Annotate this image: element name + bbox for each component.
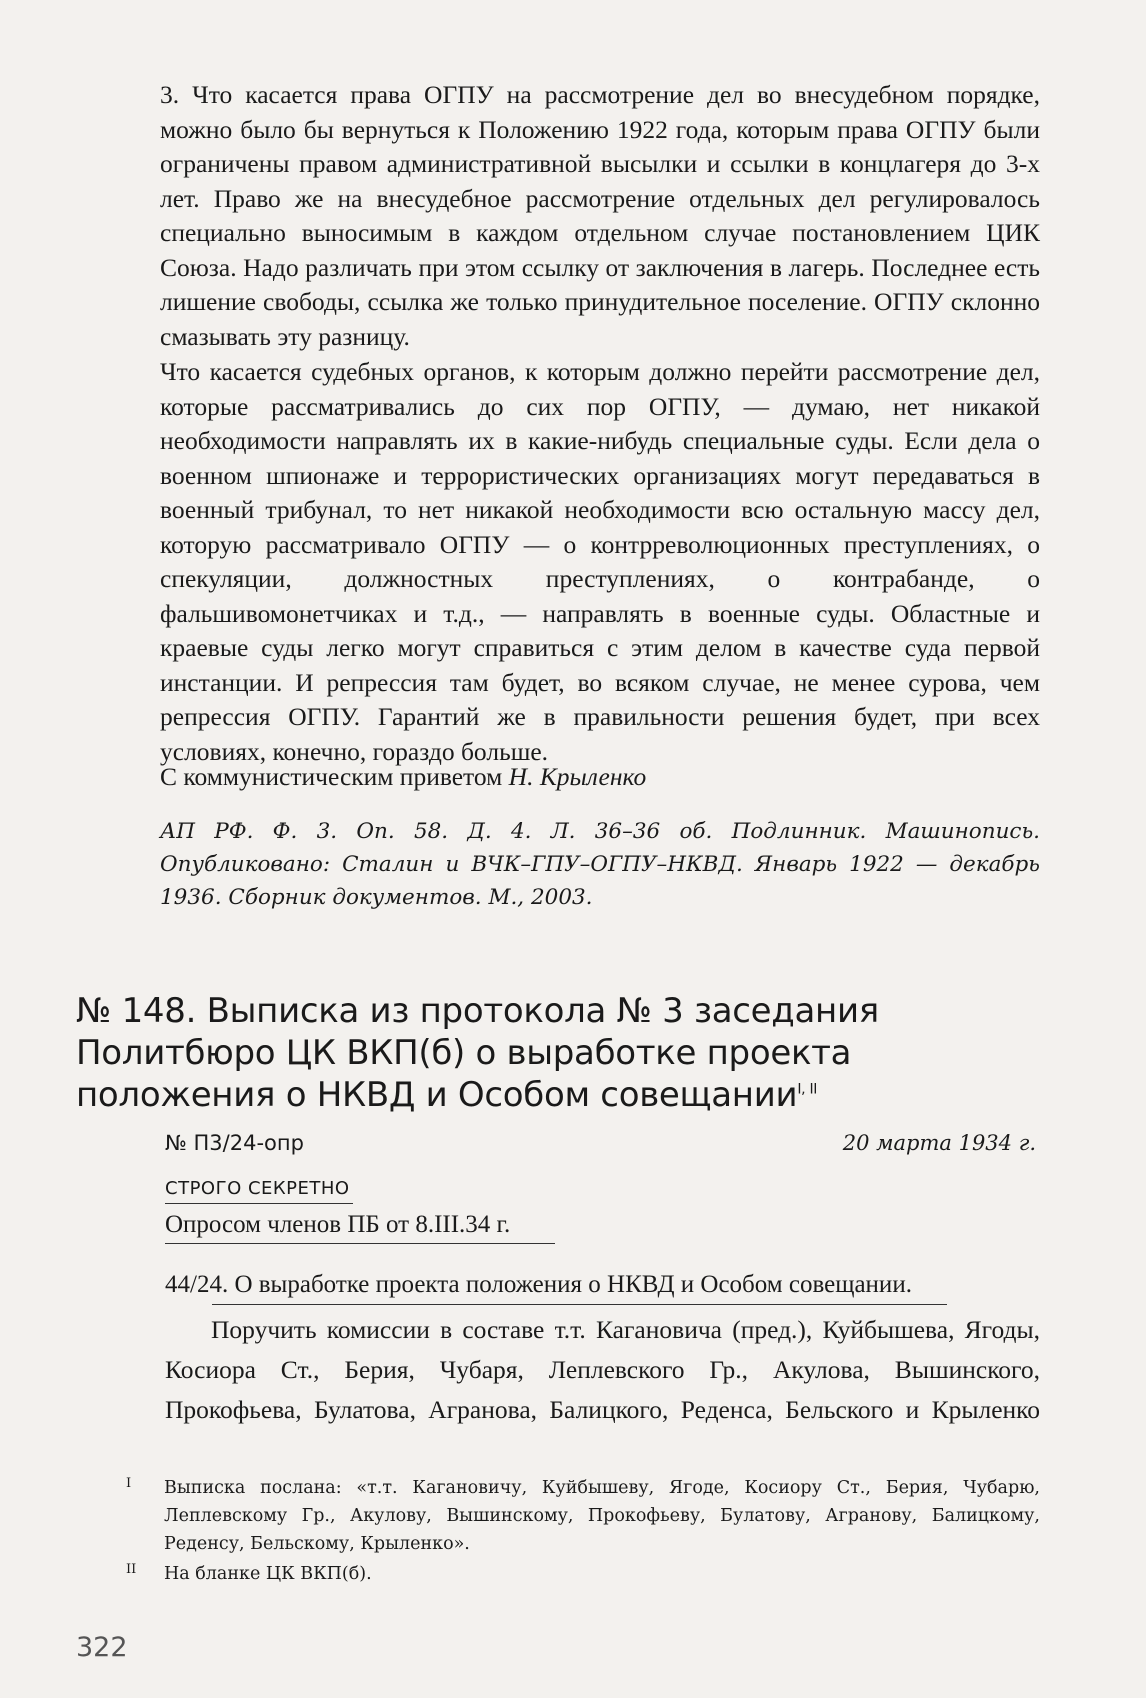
signoff <box>160 760 646 794</box>
archival-source-note: АП РФ. Ф. 3. Оп. 58. Д. 4. Л. 36–36 об. Подлинник. Машинопись. Опубликовано: Сталин и ВЧК–ГПУ–ОГПУ–НКВД. Январь 1922 — декабрь 1936. Сборник документов. М., 2003. <box>160 819 1040 910</box>
signoff-text: С коммунистическим приветом <box>160 762 503 791</box>
footnote-text: На бланке ЦК ВКП(б). <box>164 1564 372 1584</box>
agenda-item-underline <box>212 1304 947 1305</box>
document-title <box>76 990 1036 1116</box>
agenda-item-text <box>165 1310 1040 1430</box>
agenda-item-number: 44/24. <box>165 1271 229 1298</box>
agenda-item-heading <box>165 1268 912 1302</box>
footnote-mark: II <box>126 1562 137 1577</box>
agenda-item-body: Поручить комиссии в составе т.т. Кагановича (пред.), Куйбышева, Ягоды, Косиора Ст., Берия, Чубаря, Леплевского Гр., Акулова, Вышинского, Прокофьева, Булатова, Агранова, Балицкого, Реденса, Бельского и Крыленко <box>165 1315 1040 1424</box>
body-paragraph-1 <box>160 78 1040 354</box>
agenda-item-title: О выработке проекта положения о НКВД и Особом совещании. <box>234 1271 912 1298</box>
signoff-name: Н. Крыленко <box>508 762 647 791</box>
paragraph-text: Что касается судебных органов, к которым должно перейти рассмотрение дел, которые рассматривались до сих пор ОГПУ, — думаю, нет никакой необходимости направлять их в какие-нибудь специальные суды. Если дела о военном шпионаже и террористических организациях могут передаваться в военный трибунал, то нет никакой необходимости всю остальную массу дел, которую рассматривало ОГПУ — о контрреволюционных преступлениях, о спекуляции, должностных преступлениях, о контрабанде, о фальшивомонетчиках и т.д., — направлять в военные суды. Областные и краевые суды легко могут справиться с этим делом в качестве суда первой инстанции. И репрессия там будет, во всяком случае, не менее сурова, чем репрессия ОГПУ. Гарантий же в правильности решения будет, при всех условиях, конечно, гораздо больше. <box>160 357 1040 766</box>
paragraph-text: 3. Что касается права ОГПУ на рассмотрение дел во внесудебном порядке, можно было бы вернуться к Положению 1922 года, которым права ОГПУ были ограничены правом административной высылки и ссылки в концлагеря до 3-х лет. Право же на внесудебное рассмотрение отдельных дел регулировалось специально выносимым в каждом отдельном случае постановлением ЦИК Союза. Надо различать при этом ссылку от заключения в лагерь. Последнее есть лишение свободы, ссылка же только принудительное поселение. ОГПУ склонно смазывать эту разницу. <box>160 80 1040 351</box>
protocol-date: 20 марта 1934 г. <box>842 1131 1036 1155</box>
footnote-mark: I <box>126 1476 132 1491</box>
title-footnote-marks: I, II <box>797 1081 818 1098</box>
page-number: 322 <box>76 1632 128 1663</box>
body-paragraph-2 <box>160 355 1040 769</box>
footnote-2 <box>120 1560 1040 1588</box>
protocol-number: № П3/24-опр <box>165 1131 304 1155</box>
poll-note: Опросом членов ПБ от 8.III.34 г. <box>165 1211 511 1238</box>
classification-underline <box>165 1203 353 1204</box>
document-title-text: № 148. Выписка из протокола № 3 заседания Политбюро ЦК ВКП(б) о выработке проекта положения о НКВД и Особом совещании <box>76 991 879 1115</box>
poll-note-underline <box>165 1243 555 1244</box>
footnote-1 <box>120 1474 1040 1558</box>
classification-stamp: СТРОГО СЕКРЕТНО <box>165 1178 350 1199</box>
footnote-text: Выписка послана: «т.т. Кагановичу, Куйбышеву, Ягоде, Косиору Ст., Берия, Чубарю, Леплевскому Гр., Акулову, Вышинскому, Прокофьеву, Булатову, Агранову, Балицкому, Реденсу, Бельскому, Крыленко». <box>164 1478 1040 1554</box>
